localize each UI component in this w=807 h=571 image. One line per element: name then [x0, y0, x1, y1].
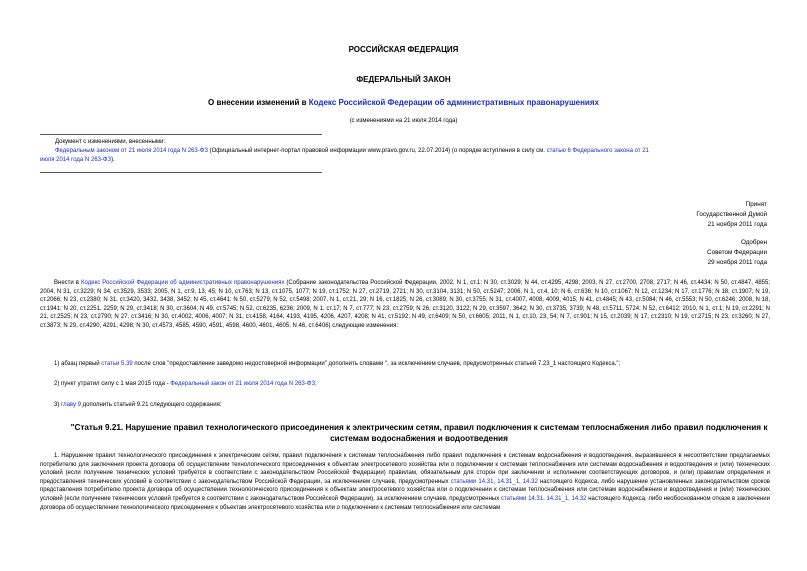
- koap-link[interactable]: Кодекс Российской Федерации об административных правонарушениях: [308, 98, 599, 107]
- item-2-prefix: 2) пункт утратил силу с 1 мая 2015 года -: [54, 381, 171, 387]
- articles-14-31-link[interactable]: статьями 14.31, 14.31_1, 14.32: [450, 478, 538, 485]
- amending-law-link[interactable]: Федеральным законом от 21 июля 2014 года N 263-ФЗ: [55, 148, 208, 154]
- article-9-21-title: "Статья 9.21. Нарушение правил технологического присоединения к электрическим сетям, правил подключения к системам теплоснабжения либо правил подключения к системам водоснабжения и водоотведения: [70, 423, 768, 443]
- law-title-prefix: О внесении изменений в: [208, 98, 309, 107]
- adopted-label: Принят: [745, 201, 767, 208]
- adopted-date: 21 ноября 2011 года: [707, 221, 767, 228]
- part-1-text-b: настоящего Кодекса, либо нарушение установленных законодательством сроков представления потребителю проекта договора об осуществлении технологического присоединения к объектам электросетевого хозяйства или о подключении к системам теплоснабжения или системам водоснабжения и водоотведения и (или) технических условий (если получение технических условий требуется в соответствии с законодательством Российской Федерации), за исключением случаев, предусмотренных: [40, 478, 770, 502]
- changes-note-text: (Официальный интернет-портал правовой информации www.pravo.gov.ru, 22.07.2014) (о порядке вступления в силу см.: [207, 148, 547, 154]
- changes-note-body-cont: [40, 156, 770, 165]
- part-1-text-a: 1. Нарушение правил технологического присоединения к электрическим сетям, правил подключения к системам теплоснабжения либо правил подключения к системам водоснабжения и водоотведения, выразившееся в несоответствии предлагаемых потребителю для заключения проекта договора об осуществлении технологического присоединения к объектам электросетевого хозяйства или о подключении к системам теплоснабжения или системам водоснабжения и водоотведения и (или) технических условий (если получение технических условий требуется в соответствии с законодательством Российской Федерации) правилам, обязательным для сторон при заключении и исполнении соответствующих договоров, и (или) правилам определения и предоставления технических условий в соответствии с законодательством Российской Федерации, за исключением случаев, предусмотренных: [40, 453, 770, 485]
- preamble-koap-link[interactable]: Кодекс Российской Федерации об административных правонарушениях: [81, 280, 285, 286]
- item-1-prefix: 1) абзац первый: [54, 361, 102, 367]
- approved-body: Советом Федерации: [707, 249, 767, 256]
- preamble: [40, 279, 770, 331]
- item-2-text: ;: [314, 381, 317, 387]
- part-1-text-c: настоящего Кодекса, либо необоснованном отказе в заключении договора об осуществлении технологического присоединения к объектам электросетевого хозяйства или о подключении к системам теплоснабжения или системам: [40, 495, 770, 511]
- changes-note-intro: Документ с изменениями, внесенными:: [55, 139, 166, 145]
- article-6-link[interactable]: статью 6 Федерального закона от 21: [546, 148, 649, 154]
- edition-note: (с изменениями на 21 июля 2014 года): [349, 118, 458, 124]
- preamble-body: (Собрание законодательства Российской Федерации, 2002, N 1, ст.1; N 30, ст.3029; N 44, ст.4295, 4298; 2003, N 27, ст.2700, 2708, 2717; N 46, ст.4434; N 50, ст.4847, 4855; 2004, N 31, ст.3229; N 34, ст.3529, 3533; 2005, N 1, ст.9, 13, 45; N 10, ст.763; N 13, ст.1075, 1077; N 19, ст.1752; N 27, ст.2719, 2721; N 30, ст.3104, 3131; N 50, ст.5247; 2006, N 1, ст.4, 10; N 6, ст.636; N 10, ст.1067; N 12, ст.1234; N 17, ст.1776; N 18, ст.1907; N 19, ст.2066; N 23, ст.2380; N 31, ст.3420, 3432, 3438, 3452; N 45, ст.4641; N 50, ст.5279; N 52, ст.5498; 2007, N 1, ст.21, 29; N 16, ст.1825; N 26, ст.3089; N 30, ст.3755; N 31, ст.4007, 4008, 4009, 4015; N 41, ст.4845; N 43, ст.5084; N 46, ст.5553; N 50, ст.6246; 2008, N 18, ст.1941; N 20, ст.2251, 2259; N 29, ст.3418; N 30, ст.3604; N 49, ст.5745; N 52, ст.6235, 6236; 2009, N 1, ст.17; N 7, ст.777; N 23, ст.2759; N 26, ст.3120, 3122; N 29, ст.3597, 3642; N 30, ст.3735, 3739; N 48, ст.5711, 5724; N 52, ст.6412; 2010, N 1, ст.1; N 19, ст.2291; N 21, ст.2525; N 23, ст.2790; N 27, ст.3416; N 30, ст.4002, 4006, 4007; N 31, ст.4158, 4164, 4193, 4195, 4206, 4207, 4208; N 41, ст.5192; N 49, ст.6409; N 50, ст.6605; 2011, N 1, ст.10, 23, 54; N 7, ст.901; N 15, ст.2039; N 17, ст.2310; N 19, ст.2715; N 23, ст.3260; N 27, ст.3873; N 29, ст.4290, 4291, 4298; N 30, ст.4573, 4585, 4590, 4591, 4598, 4600, 4601, 4605; N 46, ст.6406) следующие изменения:: [40, 280, 770, 329]
- article-5-39-link[interactable]: статьи 5.39: [101, 361, 133, 367]
- approved-block: [707, 238, 767, 268]
- preamble-prefix: Внести в: [54, 280, 82, 286]
- approved-date: 29 ноября 2011 года: [707, 259, 767, 266]
- changes-note: [40, 138, 770, 165]
- articles-14-31-link-2[interactable]: статьями 14.31, 14.31_1, 14.32: [500, 495, 587, 502]
- list-item-2: [54, 380, 770, 389]
- article-9-21-part-1: [40, 452, 770, 512]
- list-item-3: [54, 401, 770, 410]
- divider-top: [40, 134, 322, 135]
- law-263-link[interactable]: Федеральный закон от 21 июля 2014 года N 263-ФЗ: [170, 381, 315, 387]
- list-item-1: [54, 360, 770, 369]
- item-3-text: дополнить статьей 9.21 следующего содержания:: [80, 402, 222, 408]
- item-1-text: после слов "предоставление заведомо недостоверной информации" дополнить словами ", за исключением случаев, предусмотренных статьей 7.23_1 настоящего Кодекса,";: [132, 361, 621, 367]
- adopted-block: [696, 200, 767, 230]
- law-type-heading: ФЕДЕРАЛЬНЫЙ ЗАКОН: [356, 75, 451, 84]
- article-6-link-cont[interactable]: июля 2014 года N 263-ФЗ: [40, 157, 112, 163]
- law-title: [0, 98, 807, 107]
- item-3-prefix: 3): [54, 402, 62, 408]
- country-heading: РОССИЙСКАЯ ФЕДЕРАЦИЯ: [348, 45, 459, 54]
- adopted-body: Государственной Думой: [696, 211, 767, 218]
- changes-note-body: [55, 147, 770, 156]
- chapter-9-link[interactable]: главу 9: [61, 402, 81, 408]
- changes-note-end: ).: [111, 157, 115, 163]
- approved-label: Одобрен: [740, 239, 767, 246]
- divider-bottom: [40, 172, 322, 173]
